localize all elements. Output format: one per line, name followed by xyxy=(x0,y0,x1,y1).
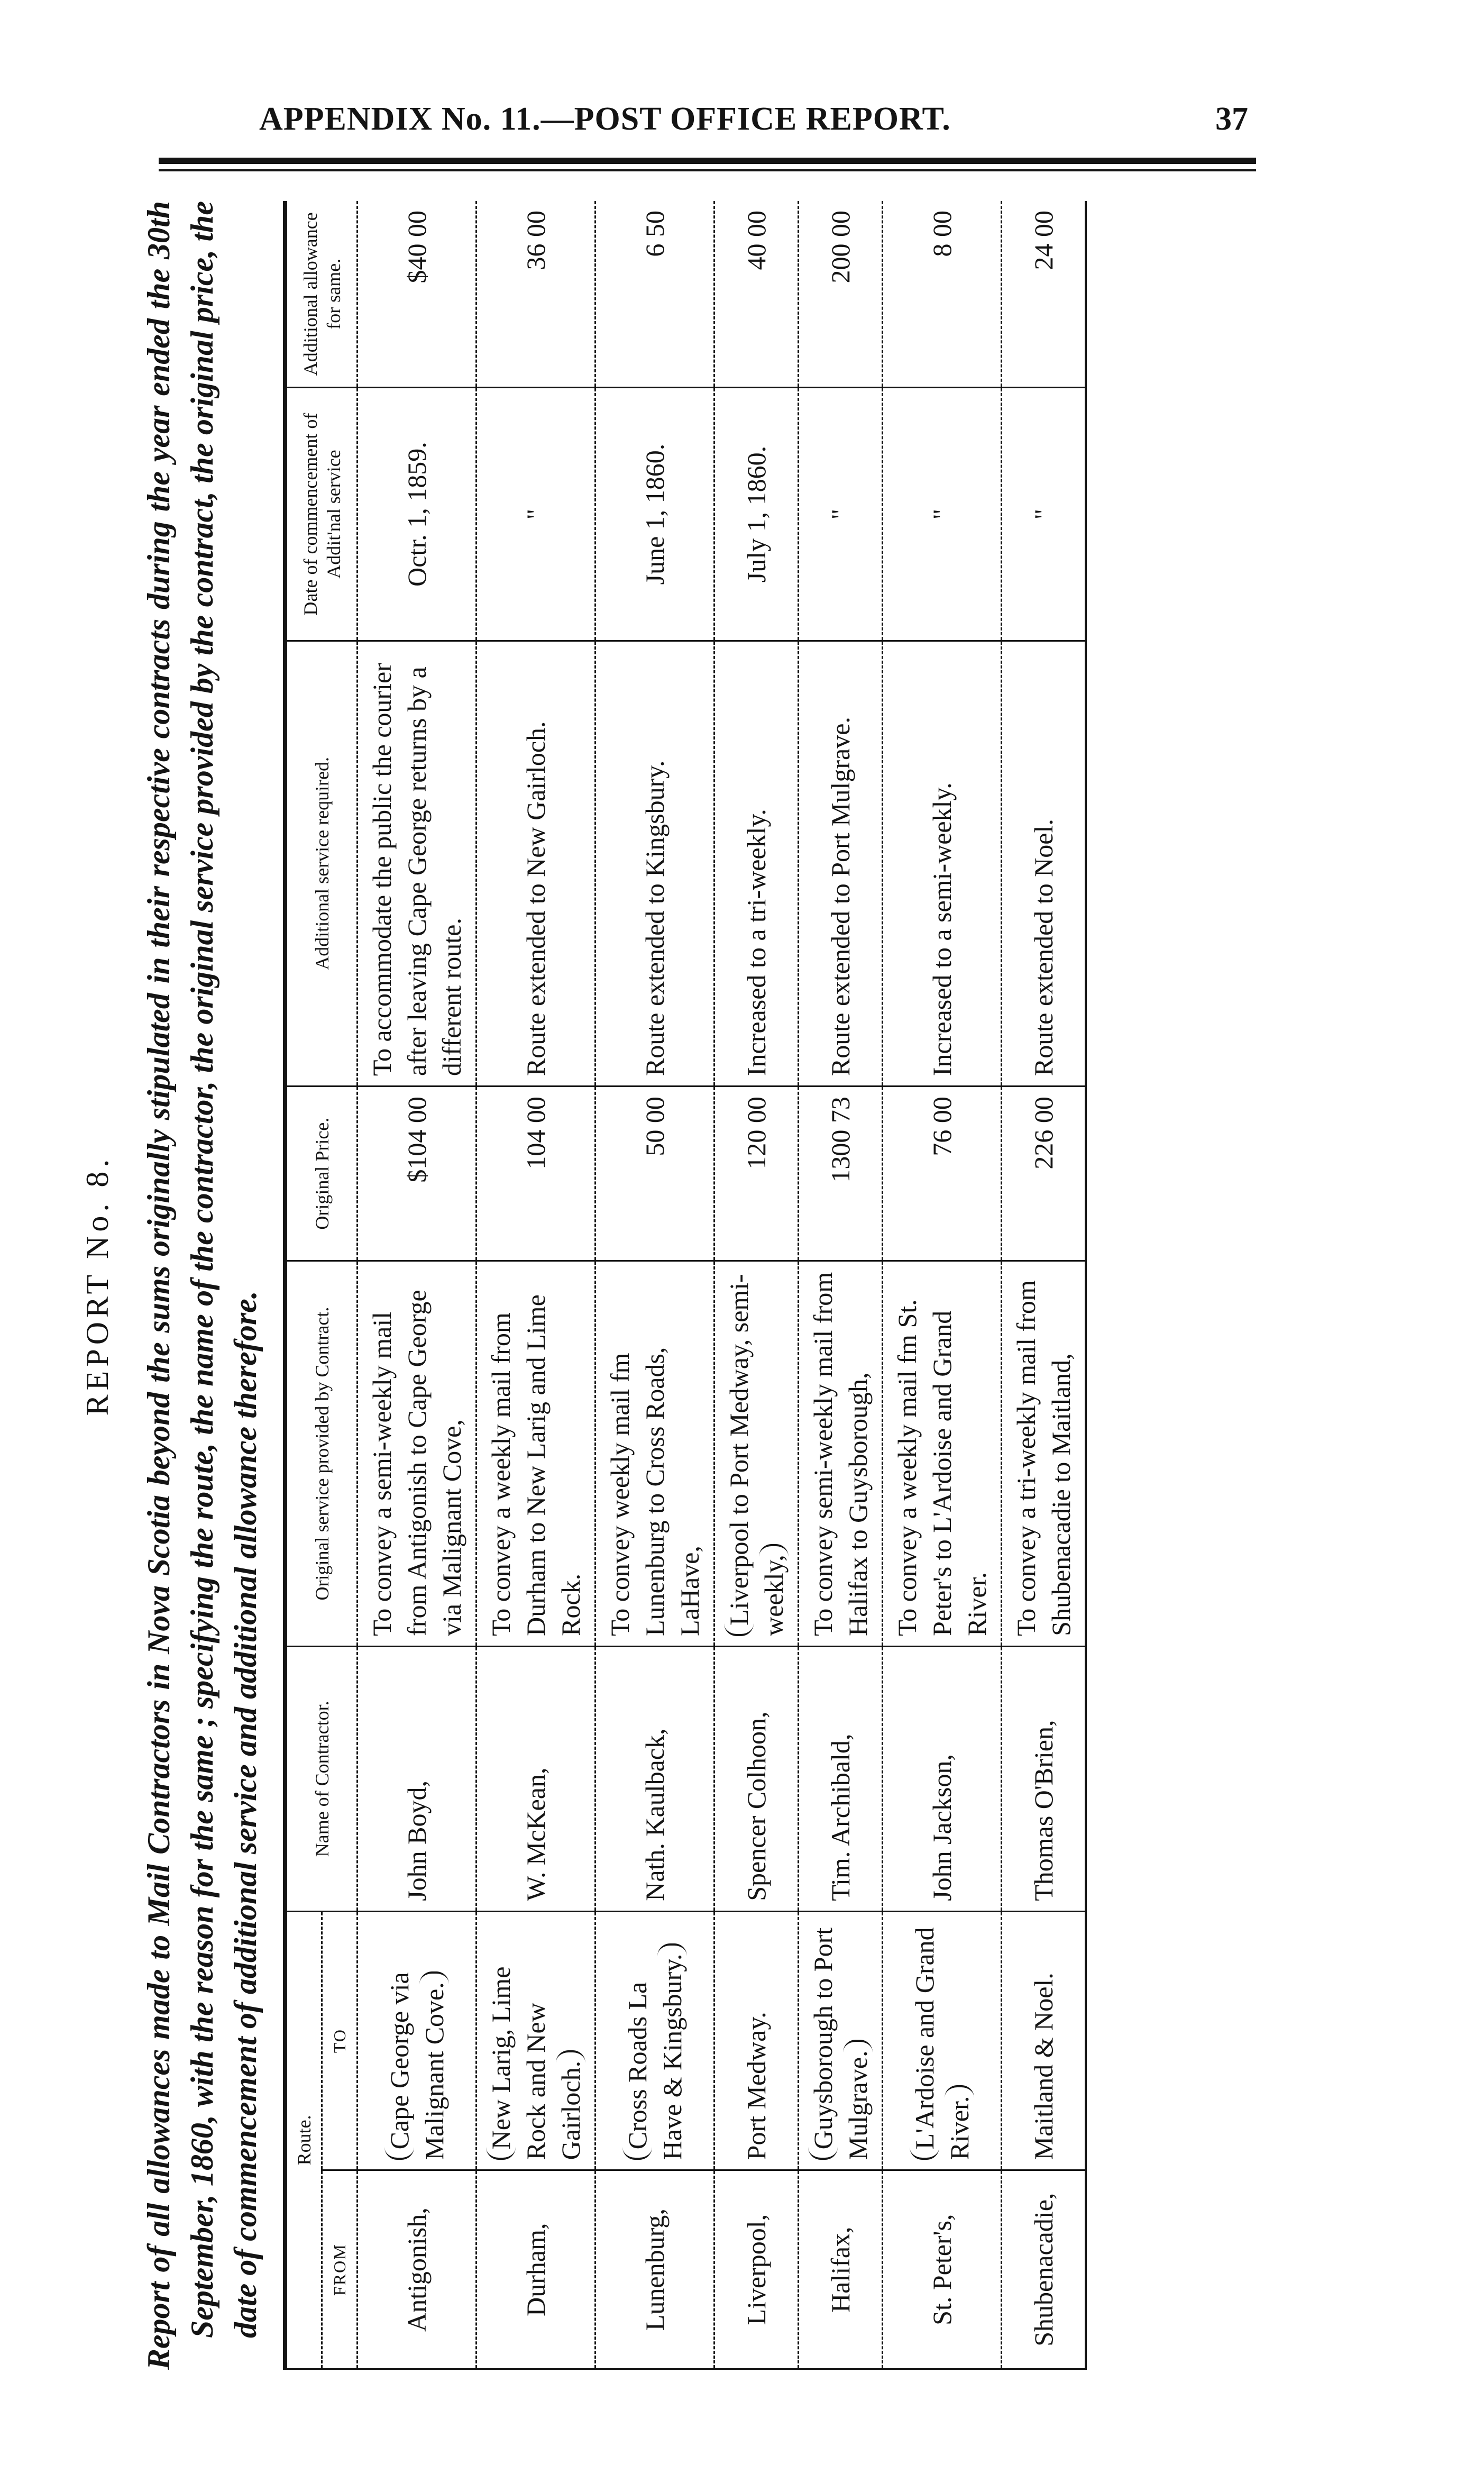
to-cell: Maitland & Noel. xyxy=(1002,1911,1086,2170)
date-cell: " xyxy=(799,388,883,641)
original-price-cell: 120 00 xyxy=(714,1087,799,1261)
additional-service-cell: Route extended to New Gairloch. xyxy=(477,641,596,1086)
table-row xyxy=(714,201,799,2369)
date-cell: June 1, 1860. xyxy=(596,388,714,641)
report-title: REPORT No. 8. xyxy=(80,1155,115,1416)
contractor-cell: Spencer Colhoon, xyxy=(714,1646,799,1911)
to-cell xyxy=(799,1911,883,2170)
original-price-cell: 226 00 xyxy=(1002,1087,1086,1261)
allowance-cell: 8 00 xyxy=(883,201,1002,388)
additional-service-header: Additional service required. xyxy=(285,641,358,1086)
from-cell: Halifax, xyxy=(799,2170,883,2369)
allowance-cell: 6 50 xyxy=(596,201,714,388)
report-caption: Report of all allowances made to Mail Contractors in Nova Scotia beyond the sums originally stipulated in their respective contracts during the year ended the 30th September, 1860, with the reason for the same ; specifying the route, the name of the contractor, the original service provided by the contract, the original price, the date of commencement of additional service and additional allowance therefore. xyxy=(141,201,263,2370)
date-cell: Octr. 1, 1859. xyxy=(358,388,477,641)
contractor-cell: John Jackson, xyxy=(883,1646,1002,1911)
from-cell: Durham, xyxy=(477,2170,596,2369)
contractor-cell: W. McKean, xyxy=(477,1646,596,1911)
to-cell xyxy=(883,1911,1002,2170)
table-row xyxy=(1002,201,1086,2369)
to-text: Cape George via Malignant Cove. xyxy=(384,1972,449,2160)
original-price-cell: 1300 73 xyxy=(799,1087,883,1261)
contractor-cell: Nath. Kaulback, xyxy=(596,1646,714,1911)
to-cell xyxy=(596,1911,714,2170)
page-number: 37 xyxy=(1215,101,1248,137)
original-service-cell: To convey a tri-weekly mail from Shubenacadie to Maitland, xyxy=(1002,1261,1086,1647)
header-rule-thin xyxy=(159,169,1256,171)
to-header: TO xyxy=(322,1911,358,2170)
to-text: Guysborough to Port Mulgrave. xyxy=(808,1927,873,2160)
to-cell xyxy=(477,1911,596,2170)
table-row xyxy=(883,201,1002,2369)
from-cell: Antigonish, xyxy=(358,2170,477,2369)
additional-service-cell: Increased to a tri-weekly. xyxy=(714,641,799,1086)
table-row xyxy=(596,201,714,2369)
table-row xyxy=(477,201,596,2369)
contractor-cell: Thomas O'Brien, xyxy=(1002,1646,1086,1911)
allowance-cell: 200 00 xyxy=(799,201,883,388)
date-cell: " xyxy=(883,388,1002,641)
allowance-cell: 36 00 xyxy=(477,201,596,388)
original-service-cell: To convey weekly mail fm Lunenburg to Cross Roads, LaHave, xyxy=(596,1261,714,1647)
allowance-cell: 40 00 xyxy=(714,201,799,388)
to-text: L'Ardoise and Grand River. xyxy=(910,1927,974,2160)
additional-service-cell: Route extended to Kingsbury. xyxy=(596,641,714,1086)
allowance-cell: $40 00 xyxy=(358,201,477,388)
from-cell: Shubenacadie, xyxy=(1002,2170,1086,2369)
allowance-header: Additional allowance for same. xyxy=(285,201,358,388)
to-cell: Port Medway. xyxy=(714,1911,799,2170)
allowance-cell: 24 00 xyxy=(1002,201,1086,388)
contractor-cell: Tim. Archibald, xyxy=(799,1646,883,1911)
original-service-cell: To convey a weekly mail fm St. Peter's to L'Ardoise and Grand River. xyxy=(883,1261,1002,1647)
from-cell: Lunenburg, xyxy=(596,2170,714,2369)
original-price-cell: 50 00 xyxy=(596,1087,714,1261)
allowances-table xyxy=(283,201,1087,2370)
rotated-report xyxy=(79,201,1269,2370)
table-row xyxy=(799,201,883,2369)
original-service-cell: To convey semi-weekly mail from Halifax to Guysborough, xyxy=(799,1261,883,1647)
to-text: New Larig, Lime Rock and New Gairloch. xyxy=(486,1966,585,2160)
from-header: FROM xyxy=(322,2170,358,2369)
route-header: Route. xyxy=(285,1911,322,2369)
to-text: Cross Roads La Have & Kingsbury. xyxy=(622,1943,687,2160)
original-price-header: Original Price. xyxy=(285,1087,358,1261)
original-service-header: Original service provided by Contract. xyxy=(285,1261,358,1647)
original-price-cell: 76 00 xyxy=(883,1087,1002,1261)
header-rule-thick xyxy=(159,158,1256,164)
contractor-header: Name of Contractor. xyxy=(285,1646,358,1911)
original-price-cell: 104 00 xyxy=(477,1087,596,1261)
original-service-cell xyxy=(714,1261,799,1647)
additional-service-cell: To accommodate the public the courier after leaving Cape George returns by a different route. xyxy=(358,641,477,1086)
from-cell: St. Peter's, xyxy=(883,2170,1002,2369)
date-cell: " xyxy=(1002,388,1086,641)
contractor-cell: John Boyd, xyxy=(358,1646,477,1911)
date-cell: July 1, 1860. xyxy=(714,388,799,641)
original-service-text: Liverpool to Port Medway, semi-weekly, xyxy=(724,1274,789,1636)
additional-service-cell: Increased to a semi-weekly. xyxy=(883,641,1002,1086)
from-cell: Liverpool, xyxy=(714,2170,799,2369)
additional-service-cell: Route extended to Noel. xyxy=(1002,641,1086,1086)
date-header: Date of commencement of Addit'nal service xyxy=(285,388,358,641)
to-cell xyxy=(358,1911,477,2170)
table-row xyxy=(358,201,477,2369)
original-service-cell: To convey a weekly mail from Durham to New Larig and Lime Rock. xyxy=(477,1261,596,1647)
running-header-title: APPENDIX No. 11.—POST OFFICE REPORT. xyxy=(259,101,951,137)
additional-service-cell: Route extended to Port Mulgrave. xyxy=(799,641,883,1086)
original-price-cell: $104 00 xyxy=(358,1087,477,1261)
original-service-cell: To convey a semi-weekly mail from Antigonish to Cape George via Malignant Cove, xyxy=(358,1261,477,1647)
date-cell: " xyxy=(477,388,596,641)
